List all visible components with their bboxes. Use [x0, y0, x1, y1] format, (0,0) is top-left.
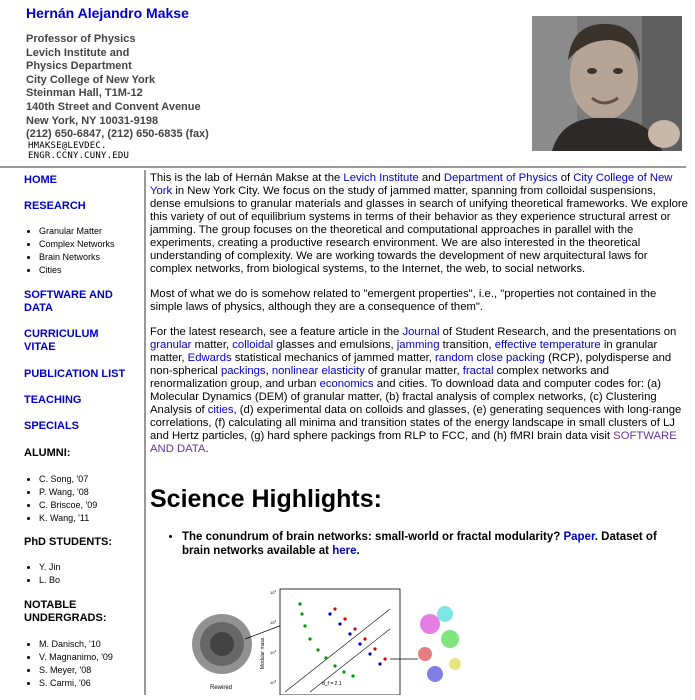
portrait-image	[532, 16, 682, 151]
list-item[interactable]	[39, 499, 97, 512]
list-item	[182, 530, 682, 558]
edwards-link[interactable]: Edwards	[187, 352, 232, 364]
list-item[interactable]	[39, 251, 115, 264]
list-item[interactable]	[39, 664, 113, 677]
text: transition,	[439, 339, 495, 351]
dataset-link[interactable]: here	[332, 545, 357, 557]
address-line: New York, NY 10031-9198	[26, 114, 159, 127]
undergrad-link[interactable]: M. Danisch, '10	[39, 639, 101, 649]
undergrad-link[interactable]: S. Meyer, '08	[39, 665, 92, 675]
figure-graphic	[190, 584, 490, 695]
notable-heading	[24, 599, 107, 625]
notable-line2: UNDERGRADS:	[24, 612, 107, 624]
list-item[interactable]	[39, 473, 97, 486]
nav-cv-line2: VITAE	[24, 341, 56, 353]
fractal-link[interactable]: fractal	[462, 365, 494, 377]
list-item[interactable]	[39, 561, 60, 574]
page-title: Hernán Alejandro Makse	[26, 5, 189, 21]
text: For the latest research, see a feature article in the	[150, 326, 403, 338]
fit-label: d_f = 2.1	[322, 681, 342, 687]
nav-software-line2: DATA	[24, 302, 53, 314]
research-paragraph	[150, 326, 688, 456]
economics-link[interactable]: economics	[319, 378, 374, 390]
text: (RCP), polydisperse and non-spherical	[150, 352, 672, 377]
email-image	[28, 141, 129, 161]
list-item[interactable]	[39, 225, 115, 238]
list-item[interactable]	[39, 486, 97, 499]
granular-link[interactable]: granular	[150, 339, 192, 351]
profile-photo	[532, 16, 682, 151]
text: in granular matter,	[150, 339, 658, 364]
text: and	[418, 172, 444, 184]
address-line: Steinman Hall, T1M-12	[26, 87, 143, 100]
alumni-link[interactable]: P. Wang, '08	[39, 487, 89, 497]
colloidal-link[interactable]: colloidal	[232, 339, 274, 351]
alumni-link[interactable]: C. Song, '07	[39, 474, 89, 484]
levich-link[interactable]: Levich Institute	[343, 172, 419, 184]
science-highlights-heading: Science Highlights:	[150, 485, 382, 513]
packings-link[interactable]: packings	[220, 365, 266, 377]
text: in New York City. We focus on the study of jammed matter, spanning from colloidal suspensions, dense emulsions to granular materials and glasses in search of unifying theoretical frameworks. We explore this variety of out of equilibrium systems in terms of their behavior as they experience structural arrest or jamming. The group focuses on the theoretical and computational approaches in parallel with the experiments, creating a productive research environment. We are also interested in the theoretical understanding of complexity. We are working towards the development of new arquitectural laws for complex networks, from biological systems, to the Internet, the web, to social networks.	[150, 185, 688, 275]
nav-publications[interactable]: PUBLICATION LIST	[24, 368, 126, 380]
research-submenu	[28, 225, 115, 277]
address-line: (212) 650-6847, (212) 650-6835 (fax)	[26, 128, 209, 141]
brain-network-figure	[190, 584, 490, 695]
nonlinear-elasticity-link[interactable]: nonlinear elasticity	[271, 365, 365, 377]
modular-network-cluster	[418, 606, 461, 682]
text: and cities. To download data and computer codes for: (a) Molecular Dynamics (DEM) of granular matter, (b) fractal analysis of complex networks, (c) Clustering Analysis of	[150, 378, 661, 416]
header-divider	[0, 166, 686, 168]
nav-brain-networks[interactable]: Brain Networks	[39, 252, 101, 262]
text: statistical mechanics of jammed matter,	[231, 352, 436, 364]
text: glasses and emulsions,	[273, 339, 397, 351]
phd-heading: PhD STUDENTS:	[24, 536, 112, 548]
phd-student-link[interactable]: L. Bo	[39, 575, 61, 585]
list-item[interactable]	[39, 574, 60, 587]
undergrad-link[interactable]: V. Magnanimo, '09	[39, 652, 113, 662]
alumni-list	[28, 473, 97, 525]
list-item[interactable]	[39, 264, 115, 277]
intro-paragraph	[150, 172, 688, 276]
svg-text:105: $10^5$	[270, 589, 277, 595]
main-content	[150, 172, 688, 468]
text: of Student Research, and the presentations on	[439, 326, 677, 338]
svg-text:102: $10^2$	[270, 679, 277, 685]
rewired-label: Rewired	[210, 685, 233, 691]
highlights-list	[172, 530, 682, 558]
phd-student-link[interactable]: Y. Jin	[39, 562, 61, 572]
svg-text:104: $10^4$	[270, 619, 277, 625]
text: This is the lab of Hernán Makse at the	[150, 172, 344, 184]
text: matter,	[191, 339, 233, 351]
nav-software-line1: SOFTWARE AND	[24, 289, 113, 301]
nav-specials[interactable]: SPECIALS	[24, 420, 80, 432]
list-item[interactable]	[39, 677, 113, 690]
journal-link[interactable]: Journal	[402, 326, 440, 338]
nav-software[interactable]	[24, 289, 113, 315]
undergrad-link[interactable]: S. Carmi, '06	[39, 678, 91, 688]
jamming-link[interactable]: jamming	[396, 339, 440, 351]
address-line: Physics Department	[26, 60, 132, 73]
paper-link[interactable]: Paper	[563, 531, 595, 543]
email-line: ENGR.CCNY.CUNY.EDU	[28, 151, 130, 161]
alumni-link[interactable]: C. Briscoe, '09	[39, 500, 98, 510]
nav-complex-networks[interactable]: Complex Networks	[39, 239, 115, 249]
phd-list	[28, 561, 60, 587]
ccny-link[interactable]: City College of New York	[150, 172, 673, 197]
physics-dept-link[interactable]: Department of Physics	[443, 172, 558, 184]
address-line: 140th Street and Convent Avenue	[26, 100, 201, 113]
text: ,	[265, 365, 272, 377]
text: of	[557, 172, 574, 184]
plot-ylabel: Modular mass	[260, 637, 266, 669]
text: The conundrum of brain networks: small-world or fractal modularity?	[182, 531, 564, 543]
nav-home[interactable]: HOME	[24, 174, 57, 186]
notable-line1: NOTABLE	[24, 599, 77, 611]
cities-link[interactable]: cities	[207, 404, 234, 416]
svg-text:103: $10^3$	[270, 649, 277, 655]
rcp-link[interactable]: random close packing	[435, 352, 545, 364]
list-item[interactable]	[39, 651, 113, 664]
nav-teaching[interactable]: TEACHING	[24, 394, 82, 406]
software-data-link[interactable]: SOFTWARE AND DATA	[150, 430, 677, 455]
text: of granular matter,	[364, 365, 463, 377]
list-item[interactable]	[39, 238, 115, 251]
alumni-link[interactable]: K. Wang, '11	[39, 513, 90, 523]
effective-temperature-link[interactable]: effective temperature	[494, 339, 601, 351]
alumni-heading: ALUMNI:	[24, 447, 71, 459]
notable-list	[28, 638, 113, 690]
list-item[interactable]	[39, 638, 113, 651]
address-line: Levich Institute and	[26, 46, 130, 59]
nav-research[interactable]: RESEARCH	[24, 200, 86, 212]
nav-cv[interactable]	[24, 328, 99, 354]
nav-cv-line1: CURRICULUM	[24, 328, 99, 340]
text: .	[205, 443, 209, 455]
emergent-paragraph: Most of what we do is somehow related to "emergent properties", i.e., "properties not contained in the simple laws of physics, although they are a consequence of them".	[150, 288, 657, 313]
nav-granular-matter[interactable]: Granular Matter	[39, 226, 103, 236]
address-line: City College of New York	[26, 73, 156, 86]
text: complex networks and renormalization group, and urban	[150, 365, 610, 390]
text: .	[356, 545, 360, 557]
plot-frame	[280, 589, 400, 695]
nav-cities[interactable]: Cities	[39, 265, 62, 275]
email-line: HMAKSE@LEVDEC.	[28, 141, 107, 151]
sidebar-nav	[0, 170, 146, 695]
contact-address	[26, 33, 209, 142]
text: . Dataset of brain networks available at	[182, 531, 657, 557]
text: , (d) experimental data on colloids and glasses, (e) generating sequences with long-range correlations, (f) calculating all minima and transition states of the energy landscape in small clusters of LJ and Hertz particles, (g) hard sphere packings from RLP to FCC, and (h) fMRI brain data visit	[150, 404, 682, 442]
rewired-network-cluster	[192, 614, 252, 674]
address-line: Professor of Physics	[26, 33, 136, 45]
list-item[interactable]	[39, 512, 97, 525]
